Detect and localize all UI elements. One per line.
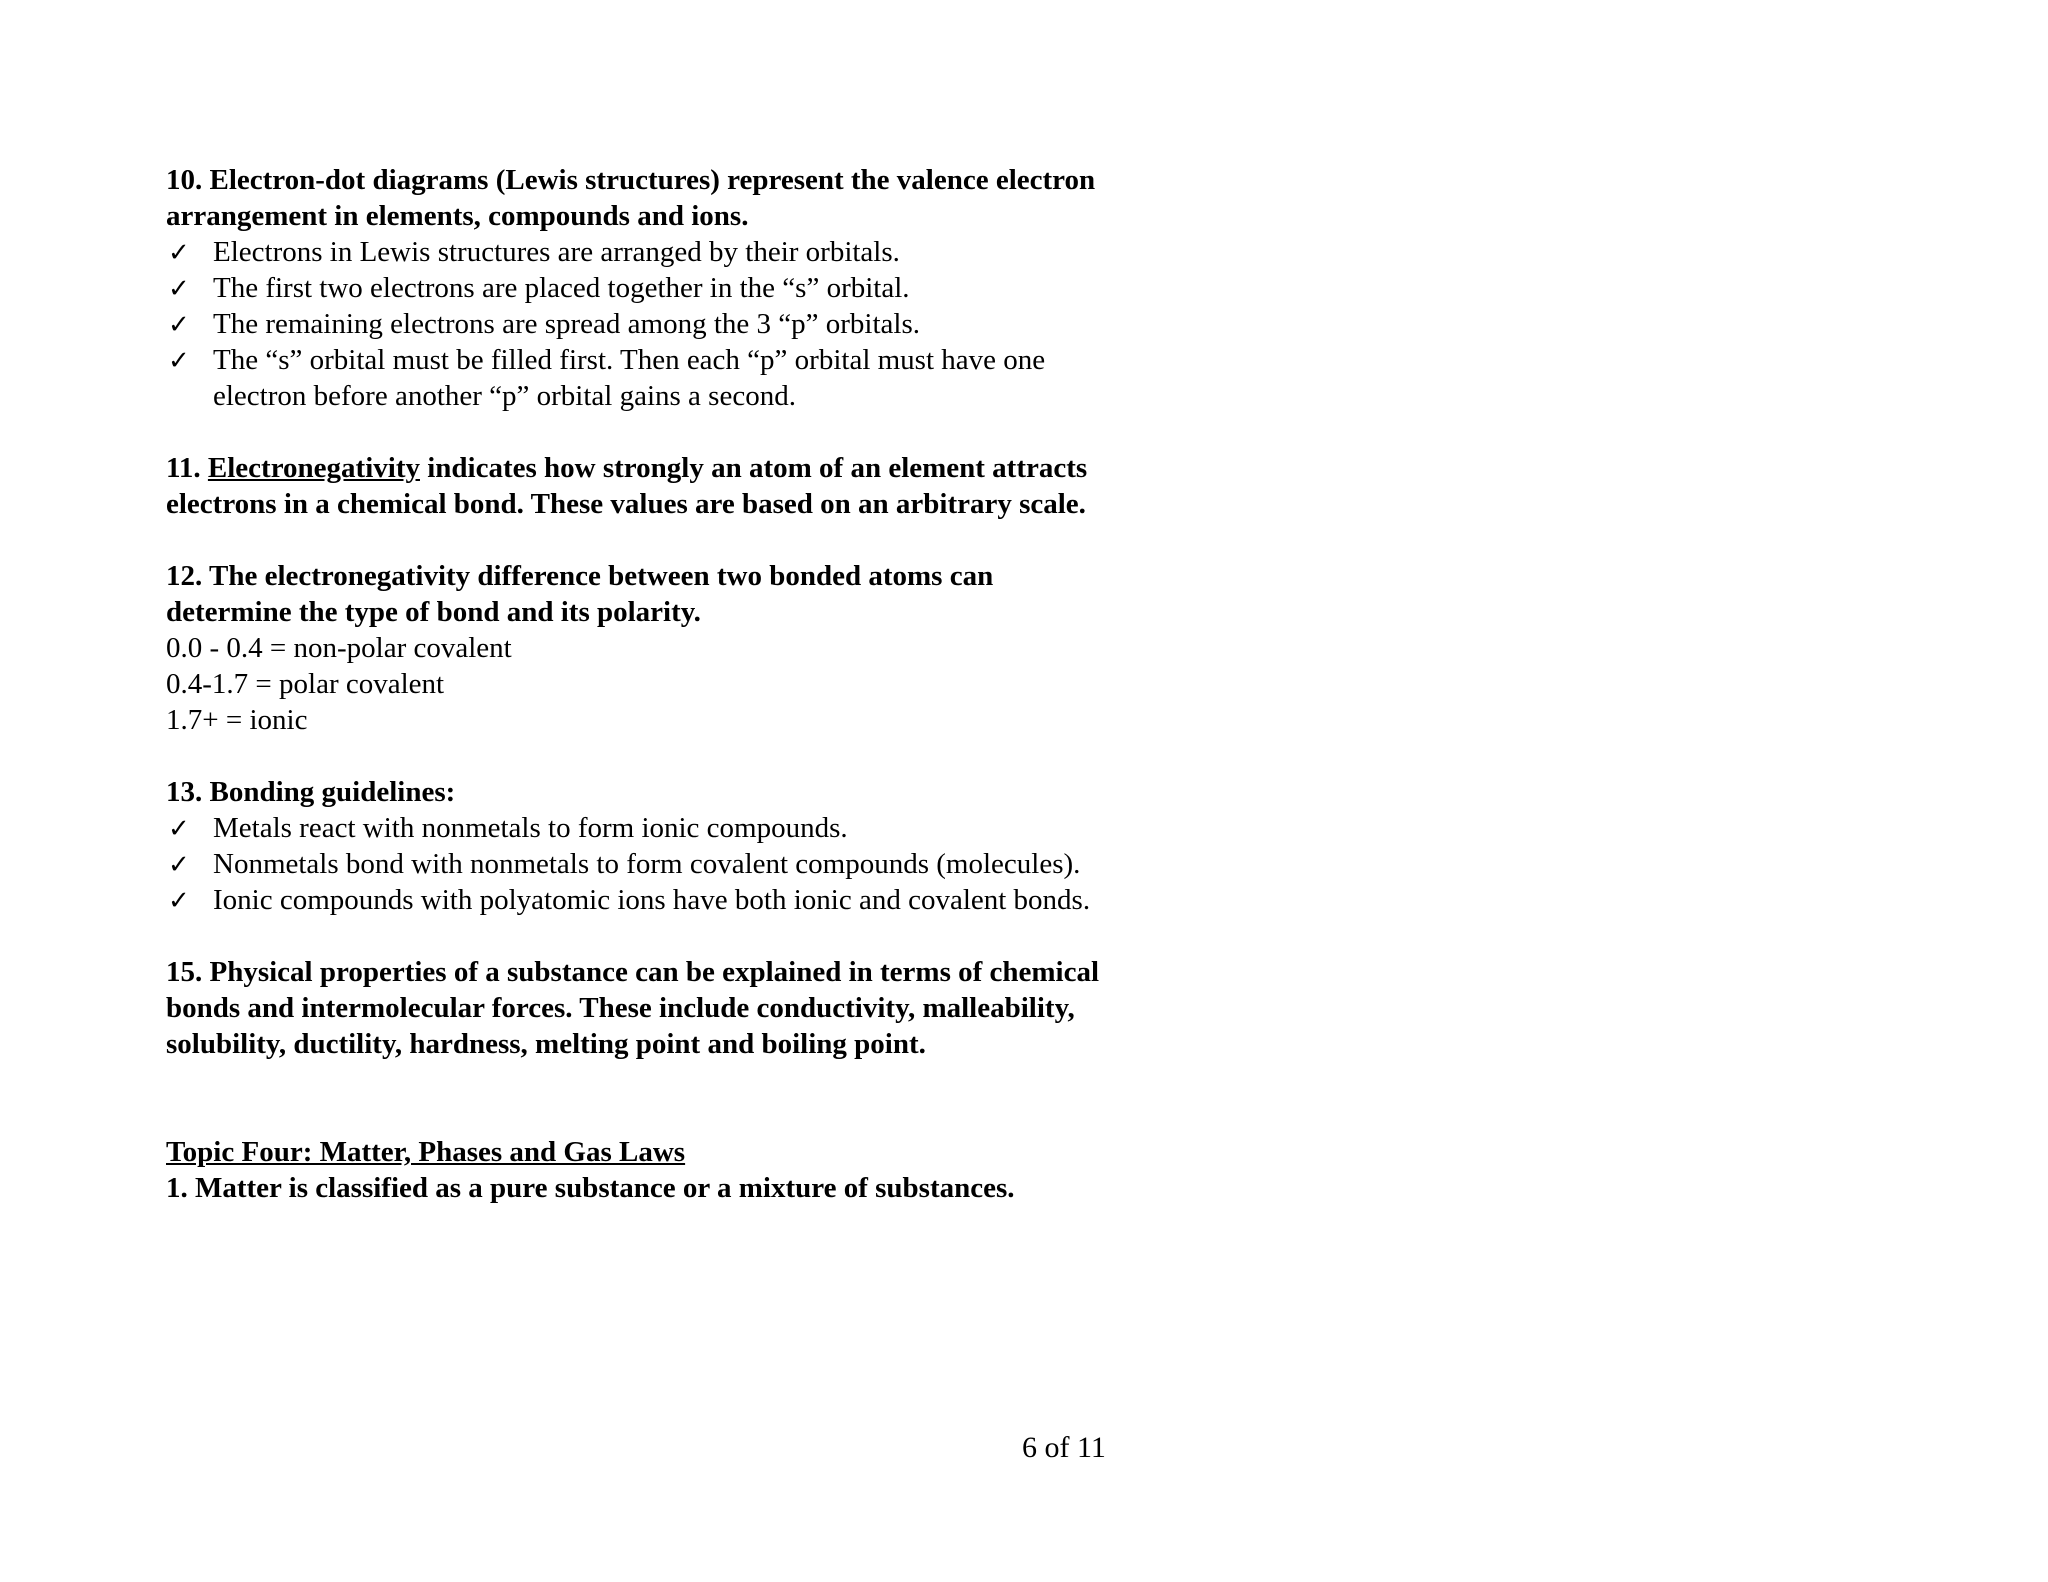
checkmark-icon: ✓ [168,886,190,916]
electronegativity-term: Electronegativity [207,452,420,484]
bond-range-polar: 0.4-1.7 = polar covalent [166,668,445,700]
list-item-text: Nonmetals bond with nonmetals to form covalent compounds (molecules). [213,848,1081,880]
page-number: 6 of 11 [1022,1431,1106,1464]
checkmark-icon: ✓ [168,310,190,340]
list-item-text: The first two electrons are placed together in the “s” orbital. [213,272,910,304]
list-item [166,342,1126,414]
checkmark-icon: ✓ [168,274,190,304]
section-13-heading: 13. Bonding guidelines: [166,776,456,808]
section-13-bullet-list [166,810,1126,918]
list-item-text: Metals react with nonmetals to form ionic compounds. [213,812,848,844]
topic-four [166,1134,1126,1206]
bond-range-nonpolar: 0.0 - 0.4 = non-polar covalent [166,632,512,664]
list-item-text: The remaining electrons are spread among the 3 “p” orbitals. [213,308,921,340]
list-item [166,306,1126,342]
list-item [166,810,1126,846]
bond-range-ionic: 1.7+ = ionic [166,704,308,736]
checkmark-icon: ✓ [168,814,190,844]
list-item-text: Ionic compounds with polyatomic ions have both ionic and covalent bonds. [213,884,1091,916]
section-11-text: indicates how strongly an atom of an element attracts electrons in a chemical bond. These values are based on an arbitrary scale. [166,452,1088,520]
list-item [166,846,1126,882]
section-11-paragraph [166,450,1126,522]
document-page [166,162,1126,1206]
checkmark-icon: ✓ [168,238,190,268]
list-item [166,270,1126,306]
section-12 [166,558,1126,738]
section-11 [166,450,1126,522]
checkmark-icon: ✓ [168,850,190,880]
list-item-text: Electrons in Lewis structures are arranged by their orbitals. [213,236,900,268]
section-10-heading: 10. Electron-dot diagrams (Lewis structures) represent the valence electron arrangement in elements, compounds and ions. [166,164,1096,232]
section-15-heading: 15. Physical properties of a substance can be explained in terms of chemical bonds and intermolecular forces. These include conductivity, malleability, solubility, ductility, hardness, melting point and boiling point. [166,956,1100,1060]
list-item [166,234,1126,270]
list-item-text: The “s” orbital must be filled first. Then each “p” orbital must have one electron before another “p” orbital gains a second. [213,344,1046,412]
section-10 [166,162,1126,414]
list-item [166,882,1126,918]
checkmark-icon: ✓ [168,346,190,376]
spacer [166,1062,1126,1134]
section-15 [166,954,1126,1062]
topic-four-title: Topic Four: Matter, Phases and Gas Laws [166,1136,686,1168]
section-11-number: 11. [166,452,201,484]
section-13 [166,774,1126,918]
section-12-heading: 12. The electronegativity difference between two bonded atoms can determine the type of bond and its polarity. [166,560,994,628]
section-10-bullet-list [166,234,1126,414]
topic-four-point-1: 1. Matter is classified as a pure substance or a mixture of substances. [166,1172,1015,1204]
